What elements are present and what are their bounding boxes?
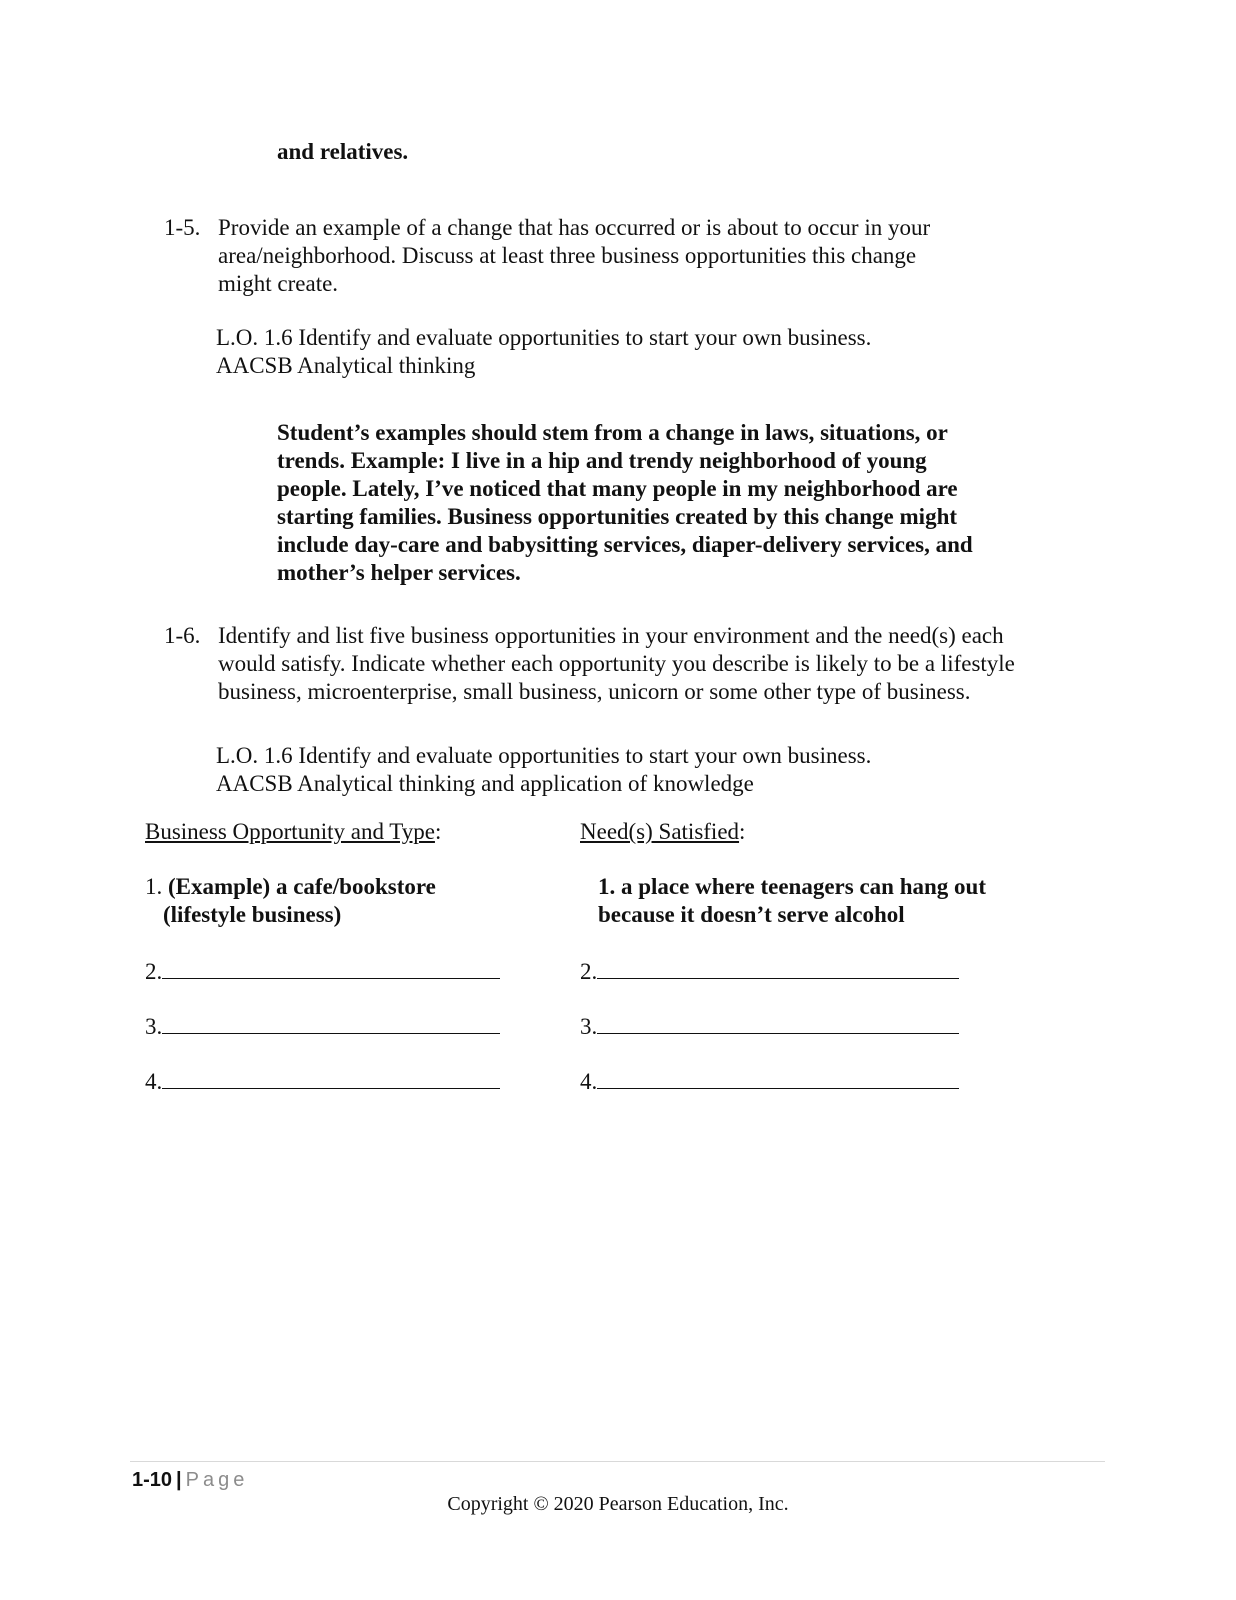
example-opportunity: (Example) a cafe/bookstore [168, 874, 436, 899]
question-line: might create. [218, 271, 339, 296]
example-type: (lifestyle business) [163, 902, 342, 927]
question-1-6-text [218, 622, 1078, 706]
learning-objective-1-6 [216, 742, 1076, 798]
blank-line [162, 1011, 500, 1034]
right-column-header: Need(s) Satisfied: [580, 819, 746, 844]
example-left-cell [145, 873, 436, 929]
aacsb-line: AACSB Analytical thinking [216, 353, 476, 378]
question-number-1-5: 1-5. [164, 215, 201, 240]
blank-line [597, 1066, 959, 1089]
example-need: because it doesn’t serve alcohol [598, 902, 905, 927]
blank-row-left-4[interactable]: 4. [145, 1066, 500, 1096]
example-need: 1. a place where teenagers can hang out [598, 874, 986, 899]
row-number: 1. [145, 874, 163, 899]
question-line: business, microenterprise, small business, unicorn or some other type of business. [218, 679, 971, 704]
answer-line: mother’s helper services. [277, 560, 521, 585]
blank-line [597, 1011, 959, 1034]
answer-1-5 [277, 419, 1077, 587]
blank-row-right-3[interactable]: 3. [580, 1011, 959, 1041]
learning-objective-1-5 [216, 324, 1076, 380]
lo-line: L.O. 1.6 Identify and evaluate opportunities to start your own business. [216, 743, 872, 768]
blank-line [162, 956, 500, 979]
blank-row-left-3[interactable]: 3. [145, 1011, 500, 1041]
answer-line: include day-care and babysitting services, diaper-delivery services, and [277, 532, 973, 557]
footer-divider [130, 1461, 1105, 1462]
copyright-notice: Copyright © 2020 Pearson Education, Inc. [447, 1493, 789, 1515]
example-right-cell [598, 873, 986, 929]
question-number-1-6: 1-6. [164, 623, 201, 648]
question-line: area/neighborhood. Discuss at least three business opportunities this change [218, 243, 917, 268]
question-1-5-text [218, 214, 1078, 298]
lo-line: L.O. 1.6 Identify and evaluate opportunities to start your own business. [216, 325, 872, 350]
left-column-header: Business Opportunity and Type: [145, 819, 442, 844]
page-number: 1-10 | Page [132, 1469, 249, 1491]
blank-row-left-2[interactable]: 2. [145, 956, 500, 986]
blank-line [597, 956, 959, 979]
blank-row-right-4[interactable]: 4. [580, 1066, 959, 1096]
answer-line: trends. Example: I live in a hip and trendy neighborhood of young [277, 448, 927, 473]
answer-line: Student’s examples should stem from a change in laws, situations, or [277, 420, 948, 445]
blank-row-right-2[interactable]: 2. [580, 956, 959, 986]
question-line: would satisfy. Indicate whether each opportunity you describe is likely to be a lifestyle [218, 651, 1015, 676]
blank-line [162, 1066, 500, 1089]
aacsb-line: AACSB Analytical thinking and application of knowledge [216, 771, 754, 796]
question-line: Identify and list five business opportunities in your environment and the need(s) each [218, 623, 1004, 648]
answer-continuation: and relatives. [277, 139, 409, 164]
answer-line: starting families. Business opportunities created by this change might [277, 504, 958, 529]
answer-line: people. Lately, I’ve noticed that many people in my neighborhood are [277, 476, 958, 501]
question-line: Provide an example of a change that has occurred or is about to occur in your [218, 215, 931, 240]
